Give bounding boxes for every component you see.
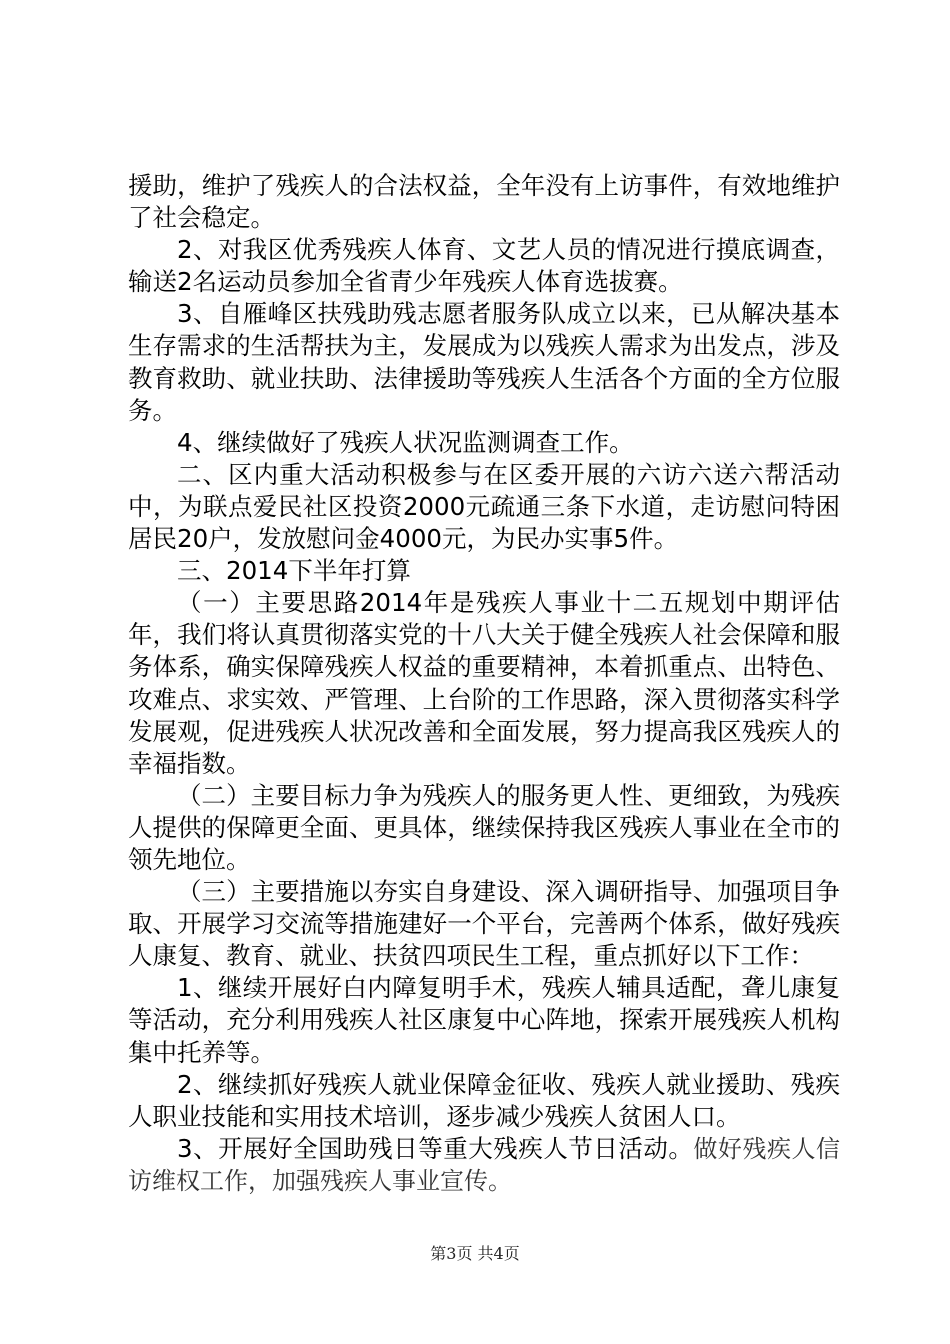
page-footer: 第3页 共4页 [430,1244,520,1263]
paragraph-main-goal: （二）主要目标力争为残疾人的服务更人性、更细致，为残疾人提供的保障更全面、更具体，继续保持我区残疾人事业在全市的领先地位。 [128,780,840,874]
paragraph-5: 二、区内重大活动积极参与在区委开展的六访六送六帮活动中，为联点爱民社区投资2000元疏通三条下水道，走访慰问特困居民20户，发放慰问金4000元，为民办实事5件。 [128,459,840,554]
paragraph-2: 2、对我区优秀残疾人体育、文艺人员的情况进行摸底调查，输送2名运动员参加全省青少年残疾人体育选拔赛。 [128,235,840,297]
paragraph-item-3-text: 3、开展好全国助残日等重大残疾人节日活动。 [177,1133,694,1163]
paragraph-item-1: 1、继续开展好白内障复明手术，残疾人辅具适配，聋儿康复等活动，充分利用残疾人社区康复中心阵地，探索开展残疾人机构集中托养等。 [128,973,840,1067]
paragraph-item-3 [128,1133,840,1197]
paragraph-main-idea: （一）主要思路2014年是残疾人事业十二五规划中期评估年，我们将认真贯彻落实党的十八大关于健全残疾人社会保障和服务体系，确实保障残疾人权益的重要精神，本着抓重点、出特色、攻难点、求实效、严管理、上台阶的工作思路，深入贯彻落实科学发展观，促进残疾人状况改善和全面发展，努力提高我区残疾人的幸福指数。 [128,588,840,778]
document-body [128,170,840,1197]
paragraph-main-measures: （三）主要措施以夯实自身建设、深入调研指导、加强项目争取、开展学习交流等措施建好一个平台，完善两个体系，做好残疾人康复、教育、就业、扶贫四项民生工程，重点抓好以下工作： [128,877,840,971]
paragraph-1: 援助，维护了残疾人的合法权益，全年没有上访事件，有效地维护了社会稳定。 [128,171,840,233]
section-heading-3: 三、2014下半年打算 [177,556,411,586]
paragraph-item-2: 2、继续抓好残疾人就业保障金征收、残疾人就业援助、残疾人职业技能和实用技术培训，逐步减少残疾人贫困人口。 [128,1069,840,1131]
paragraph-item-3-tail: 做好残疾人信访维权工作，加强残疾人事业宣传。 [128,1134,840,1195]
paragraph-3: 3、自雁峰区扶残助残志愿者服务队成立以来，已从解决基本生存需求的生活帮扶为主，发展成为以残疾人需求为出发点，涉及教育救助、就业扶助、法律援助等残疾人生活各个方面的全方位服务。 [128,299,840,425]
paragraph-4: 4、继续做好了残疾人状况监测调查工作。 [177,427,634,457]
